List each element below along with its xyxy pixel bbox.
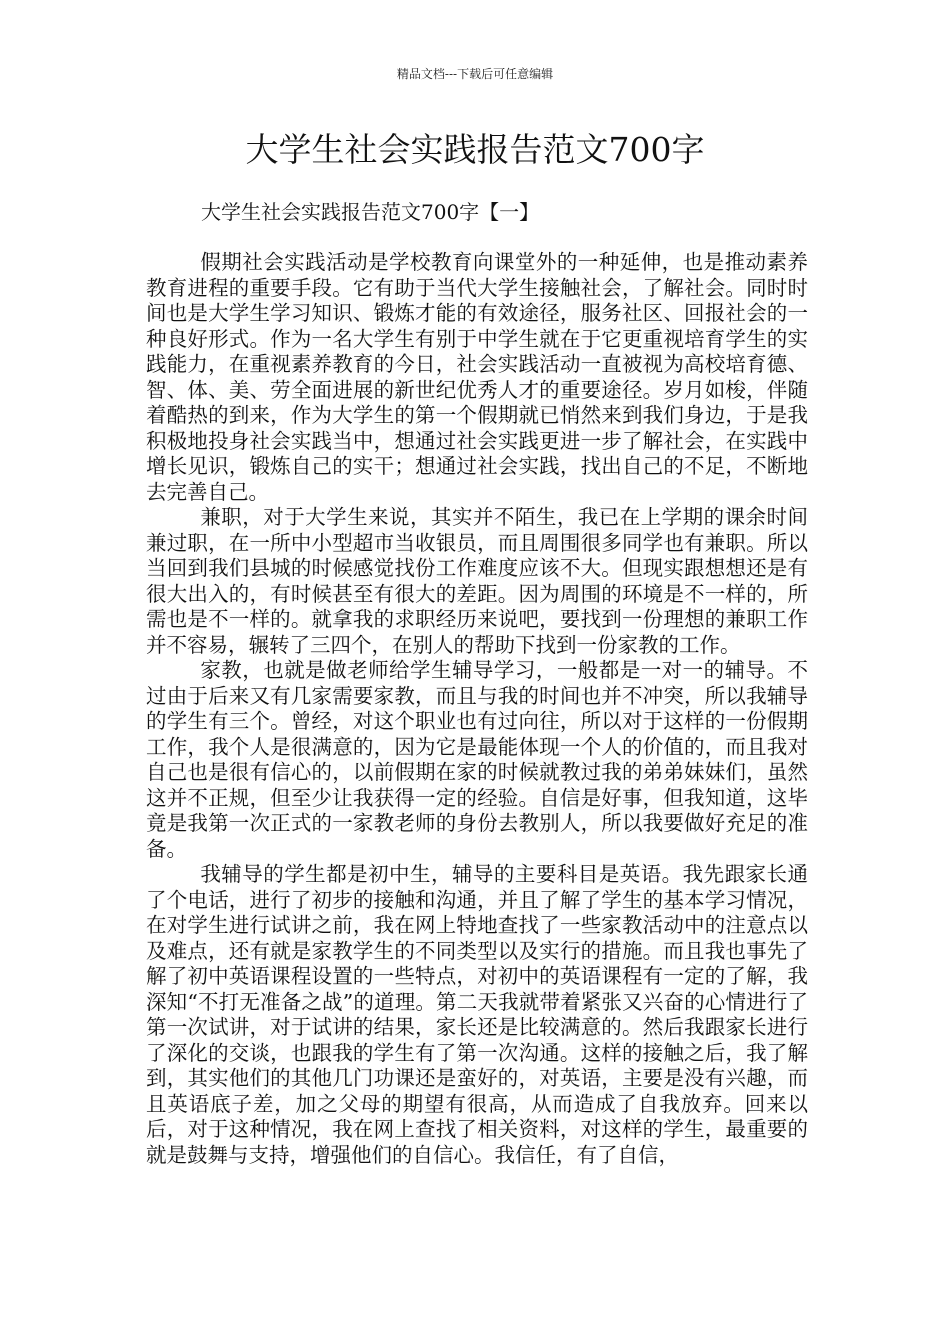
paragraph-part-time: 兼职，对于大学生来说，其实并不陌生，我已在上学期的课余时间兼过职，在一所中小型超市当收银员，而且周围很多同学也有兼职。所以当回到我们县城的时候感觉找份工作难度应该不大。但现实跟想想还是有很大出入的，有时候甚至有很大的差距。因为周围的环境是不一样的，所需也是不一样的。就拿我的求职经历来说吧，要找到一份理想的兼职工作并不容易，辗转了三四个，在别人的帮助下找到一份家教的工作。 <box>146 505 808 657</box>
paragraph-tutoring: 家教，也就是做老师给学生辅导学习，一般都是一对一的辅导。不过由于后来又有几家需要家教，而且与我的时间也并不冲突，所以我辅导的学生有三个。曾经，对这个职业也有过向往，所以对于这样的一份假期工作，我个人是很满意的，因为它是最能体现一个人的价值的，而且我对自己也是很有信心的，以前假期在家的时候就教过我的弟弟妹妹们，虽然这并不正规，但至少让我获得一定的经验。自信是好事，但我知道，这毕竟是我第一次正式的一家教老师的身份去教别人，所以我要做好充足的准备。 <box>146 658 808 861</box>
paragraph-intro: 假期社会实践活动是学校教育向课堂外的一种延伸，也是推动素养教育进程的重要手段。它有助于当代大学生接触社会，了解社会。同时时间也是大学生学习知识、锻炼才能的有效途径，服务社区、回报社会的一种良好形式。作为一名大学生有别于中学生就在于它更重视培育学生的实践能力，在重视素养教育的今日，社会实践活动一直被视为高校培育德、智、体、美、劳全面进展的新世纪优秀人才的重要途径。岁月如梭，伴随着酷热的到来，作为大学生的第一个假期就已悄然来到我们身边，于是我积极地投身社会实践当中，想通过社会实践更进一步了解社会，在实践中增长见识，锻炼自己的实干；想通过社会实践，找出自己的不足，不断地去完善自己。 <box>146 250 808 504</box>
section-heading: 大学生社会实践报告范文700字【一】 <box>201 200 540 224</box>
paragraph-english-tutoring: 我辅导的学生都是初中生，辅导的主要科目是英语。我先跟家长通了个电话，进行了初步的接触和沟通，并且了解了学生的基本学习情况，在对学生进行试讲之前，我在网上特地查找了一些家教活动中的注意点以及难点，还有就是家教学生的不同类型以及实行的措施。而且我也事先了解了初中英语课程设置的一些特点，对初中的英语课程有一定的了解，我深知“不打无准备之战”的道理。第二天我就带着紧张又兴奋的心情进行了第一次试讲，对于试讲的结果，家长还是比较满意的。然后我跟家长进行了深化的交谈，也跟我的学生有了第一次沟通。这样的接触之后，我了解到，其实他们的其他几门功课还是蛮好的，对英语，主要是没有兴趣，而且英语底子差，加之父母的期望有很高，从而造成了自我放弃。回来以后，对于这种情况，我在网上查找了相关资料，对这样的学生，最重要的就是鼓舞与支持，增强他们的自信心。我信任，有了自信， <box>146 862 808 1167</box>
document-title: 大学生社会实践报告范文700字 <box>245 130 705 169</box>
header-note: 精品文档---下载后可任意编辑 <box>396 67 554 81</box>
body-text <box>146 250 808 1168</box>
